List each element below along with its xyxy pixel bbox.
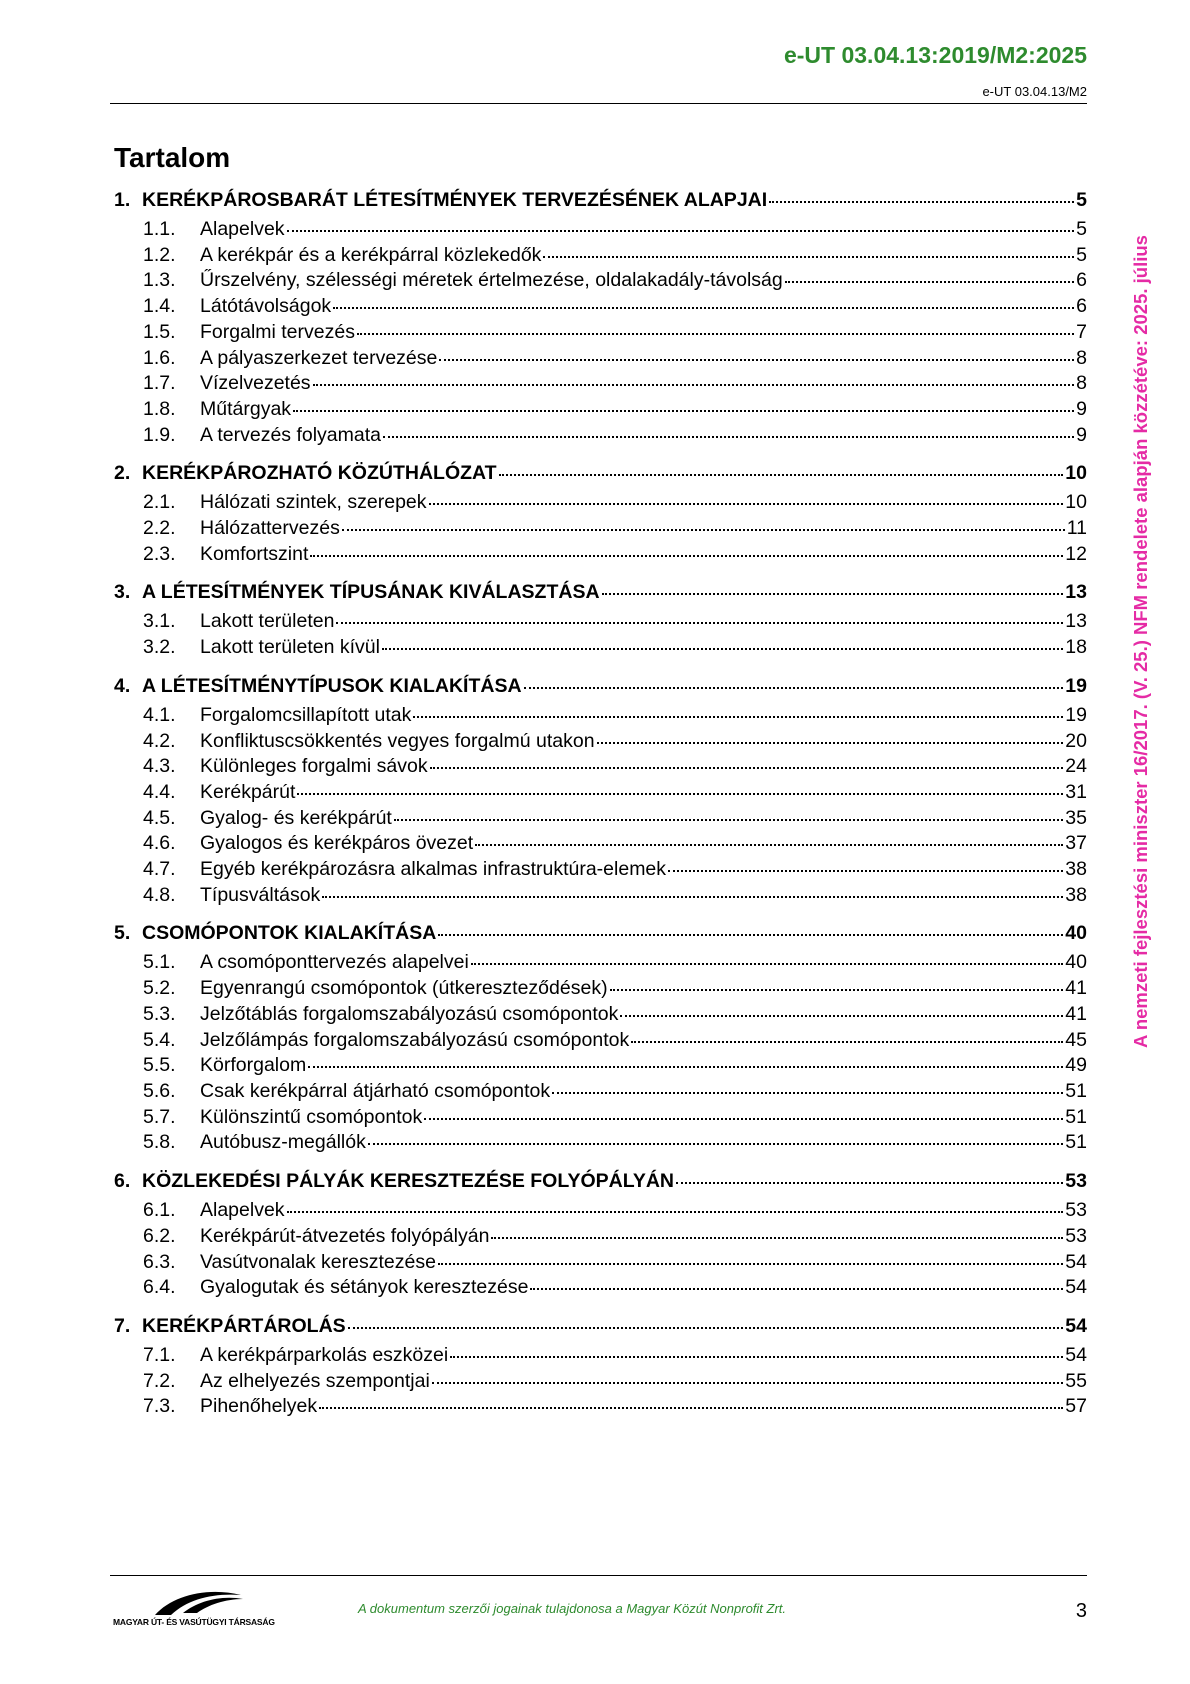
entry-number: 5.7. <box>143 1105 176 1128</box>
entry-page-number: 41 <box>1065 977 1087 1000</box>
entry-number: 1.6. <box>143 346 176 369</box>
entry-number: 3.2. <box>143 636 176 659</box>
dot-leader <box>439 357 1074 361</box>
entry-title: Különszintű csomópontok <box>200 1105 423 1128</box>
entry-title: Komfortszint <box>200 542 309 565</box>
dot-leader <box>368 1141 1063 1145</box>
entry-page-number: 19 <box>1065 674 1087 697</box>
toc-subsection-entry[interactable] <box>114 1028 1087 1054</box>
entry-number: 6.1. <box>143 1199 176 1222</box>
toc-chapter-entry[interactable] <box>114 187 1087 213</box>
dot-leader <box>602 591 1064 595</box>
entry-page-number: 53 <box>1065 1199 1087 1222</box>
dot-leader <box>336 620 1063 624</box>
entry-number: 7.2. <box>143 1369 176 1392</box>
toc-subsection-entry[interactable] <box>114 1343 1087 1369</box>
entry-number: 5.5. <box>143 1054 176 1077</box>
dot-leader <box>769 199 1074 203</box>
entry-page-number: 57 <box>1065 1395 1087 1418</box>
entry-number: 7.3. <box>143 1395 176 1418</box>
entry-number: 4.1. <box>143 703 176 726</box>
toc-subsection-entry[interactable] <box>114 423 1087 449</box>
entry-title: Pihenőhelyek <box>200 1395 318 1418</box>
entry-page-number: 12 <box>1065 542 1087 565</box>
toc-subsection-entry[interactable] <box>114 976 1087 1002</box>
dot-leader <box>432 1380 1064 1384</box>
toc-subsection-entry[interactable] <box>114 1130 1087 1156</box>
entry-title: Az elhelyezés szempontjai <box>200 1369 430 1392</box>
header-divider <box>110 103 1087 104</box>
entry-page-number: 35 <box>1065 806 1087 829</box>
toc-section <box>114 673 1087 909</box>
entry-title: Körforgalom <box>200 1054 307 1077</box>
toc-subsection-entry[interactable] <box>114 950 1087 976</box>
dot-leader <box>293 408 1074 412</box>
entry-title: Jelzőlámpás forgalomszabályozású csomópontok <box>200 1028 630 1051</box>
entry-number: 1.4. <box>143 295 176 318</box>
entry-title: A LÉTESÍTMÉNYEK TÍPUSÁNAK KIVÁLASZTÁSA <box>142 581 600 604</box>
entry-number: 1.3. <box>143 269 176 292</box>
dot-leader <box>287 228 1075 232</box>
entry-page-number: 19 <box>1065 703 1087 726</box>
entry-page-number: 38 <box>1065 858 1087 881</box>
document-code: e-UT 03.04.13:2019/M2:2025 <box>783 42 1087 68</box>
entry-title: Forgalomcsillapított utak <box>200 703 412 726</box>
entry-page-number: 31 <box>1065 780 1087 803</box>
entry-title: A pályaszerkezet tervezése <box>200 346 438 369</box>
entry-page-number: 8 <box>1076 346 1087 369</box>
entry-title: KERÉKPÁRTÁROLÁS <box>142 1314 346 1337</box>
toc-subsection-entry[interactable] <box>114 780 1087 806</box>
entry-page-number: 51 <box>1065 1079 1087 1102</box>
dot-leader <box>348 1325 1064 1329</box>
toc-subsection-entry[interactable] <box>114 703 1087 729</box>
entry-title: KERÉKPÁROSBARÁT LÉTESÍTMÉNYEK TERVEZÉSÉNEK ALAPJAI <box>142 189 768 211</box>
copyright-notice: A dokumentum szerzői jogainak tulajdonosa a Magyar Közút Nonprofit Zrt. <box>358 1601 787 1616</box>
toc-subsection-entry[interactable] <box>114 1198 1087 1224</box>
dot-leader <box>297 791 1063 795</box>
dot-leader <box>610 987 1064 991</box>
entry-number: 3.1. <box>143 610 176 633</box>
entry-number: 4.6. <box>143 832 176 855</box>
dot-leader <box>597 740 1064 744</box>
entry-title: Kerékpárút-átvezetés folyópályán <box>200 1224 490 1247</box>
toc-subsection-entry[interactable] <box>114 1079 1087 1105</box>
dot-leader <box>413 714 1063 718</box>
entry-title: Egyenrangú csomópontok (útkereszteződések) <box>200 977 608 1000</box>
toc-subsection-entry[interactable] <box>114 831 1087 857</box>
entry-number: 5.2. <box>143 977 176 1000</box>
entry-number: 4.2. <box>143 729 176 752</box>
entry-page-number: 13 <box>1065 610 1087 633</box>
dot-leader <box>552 1090 1063 1094</box>
entry-number: 4.8. <box>143 883 176 906</box>
dot-leader <box>342 527 1065 531</box>
toc-subsection-entry[interactable] <box>114 1394 1087 1420</box>
entry-number: 6. <box>114 1170 131 1193</box>
entry-number: 4.7. <box>143 858 176 881</box>
toc-chapter-entry[interactable] <box>114 920 1087 946</box>
entry-number: 4. <box>114 674 131 697</box>
entry-title: KÖZLEKEDÉSI PÁLYÁK KERESZTEZÉSE FOLYÓPÁLYÁN <box>142 1170 675 1193</box>
dot-leader <box>287 1209 1064 1213</box>
entry-title: Kerékpárút <box>200 780 296 803</box>
entry-number: 2.3. <box>143 542 176 565</box>
entry-page-number: 20 <box>1065 729 1087 752</box>
entry-page-number: 6 <box>1076 269 1087 292</box>
document-short-code: e-UT 03.04.13/M2 <box>982 84 1087 99</box>
toc-subsection-entry[interactable] <box>114 1053 1087 1079</box>
entry-page-number: 37 <box>1065 832 1087 855</box>
dot-leader <box>308 1064 1063 1068</box>
entry-number: 1.5. <box>143 320 176 343</box>
toc-subsection-entry[interactable] <box>114 729 1087 755</box>
entry-page-number: 5 <box>1076 189 1087 211</box>
entry-page-number: 10 <box>1065 462 1087 485</box>
entry-page-number: 49 <box>1065 1054 1087 1077</box>
dot-leader <box>429 501 1064 505</box>
toc-subsection-entry[interactable] <box>114 1002 1087 1028</box>
entry-page-number: 18 <box>1065 636 1087 659</box>
entry-page-number: 13 <box>1065 581 1087 604</box>
entry-title: Alapelvek <box>200 218 285 240</box>
entry-title: Alapelvek <box>200 1199 285 1222</box>
dot-leader <box>430 765 1064 769</box>
dot-leader <box>631 1039 1063 1043</box>
entry-title: Lakott területen <box>200 610 335 633</box>
organization-logo <box>113 1585 275 1627</box>
entry-number: 3. <box>114 581 131 604</box>
toc-chapter-entry[interactable] <box>114 1313 1087 1339</box>
dot-leader <box>668 868 1063 872</box>
entry-title: Hálózattervezés <box>200 517 340 540</box>
toc-subsection-entry[interactable] <box>114 754 1087 780</box>
entry-page-number: 40 <box>1065 922 1087 945</box>
entry-page-number: 11 <box>1066 517 1087 540</box>
entry-page-number: 5 <box>1076 218 1087 240</box>
entry-title: Konfliktuscsökkentés vegyes forgalmú utakon <box>200 729 595 752</box>
entry-title: Jelzőtáblás forgalomszabályozású csomópontok <box>200 1002 619 1025</box>
entry-title: Csak kerékpárral átjárható csomópontok <box>200 1079 551 1102</box>
entry-number: 7.1. <box>143 1343 176 1366</box>
dot-leader <box>471 961 1063 965</box>
toc-chapter-entry[interactable] <box>114 673 1087 699</box>
toc-subsection-entry[interactable] <box>114 609 1087 635</box>
toc-subsection-entry[interactable] <box>114 268 1087 294</box>
entry-title: Űrszelvény, szélességi méretek értelmezése, oldalakadály-távolság <box>200 269 783 292</box>
entry-page-number: 53 <box>1065 1170 1087 1193</box>
entry-title: Gyalog- és kerékpárút <box>200 806 392 829</box>
entry-page-number: 38 <box>1065 883 1087 906</box>
toc-subsection-entry[interactable] <box>114 806 1087 832</box>
dot-leader <box>383 434 1074 438</box>
entry-title: Hálózati szintek, szerepek <box>200 491 427 514</box>
toc-subsection-entry[interactable] <box>114 1224 1087 1250</box>
dot-leader <box>394 817 1063 821</box>
dot-leader <box>499 472 1064 476</box>
swoosh-logo-icon <box>113 1585 263 1619</box>
entry-title: Vízelvezetés <box>200 372 311 395</box>
toc-subsection-entry[interactable] <box>114 371 1087 397</box>
entry-page-number: 8 <box>1076 372 1087 395</box>
entry-title: A LÉTESÍTMÉNYTÍPUSOK KIALAKÍTÁSA <box>142 674 522 697</box>
entry-page-number: 54 <box>1065 1250 1087 1273</box>
dot-leader <box>322 894 1063 898</box>
entry-title: Gyalogutak és sétányok keresztezése <box>200 1276 529 1299</box>
entry-title: Autóbusz-megállók <box>200 1131 366 1154</box>
entry-number: 1.8. <box>143 397 176 420</box>
entry-page-number: 24 <box>1065 755 1087 778</box>
entry-title: Különleges forgalmi sávok <box>200 755 428 778</box>
entry-title: Lakott területen kívül <box>200 636 380 659</box>
entry-title: A kerékpárparkolás eszközei <box>200 1343 449 1366</box>
entry-page-number: 6 <box>1076 295 1087 318</box>
toc-subsection-entry[interactable] <box>114 1369 1087 1395</box>
entry-page-number: 54 <box>1065 1343 1087 1366</box>
toc-subsection-entry[interactable] <box>114 857 1087 883</box>
entry-title: A csomóponttervezés alapelvei <box>200 951 469 974</box>
entry-page-number: 40 <box>1065 951 1087 974</box>
dot-leader <box>475 842 1063 846</box>
entry-number: 5. <box>114 922 131 945</box>
publication-note: A nemzeti fejlesztési miniszter 16/2017. (V. 25.) NFM rendelete alapján közzétéve: 2025. július <box>1130 235 1151 1048</box>
dot-leader <box>524 685 1064 689</box>
dot-leader <box>450 1354 1063 1358</box>
dot-leader <box>382 646 1063 650</box>
entry-number: 2.2. <box>143 517 176 540</box>
dot-leader <box>543 254 1074 258</box>
toc-section <box>114 1313 1087 1420</box>
entry-number: 5.3. <box>143 1002 176 1025</box>
toc-subsection-entry[interactable] <box>114 217 1087 243</box>
entry-page-number: 55 <box>1065 1369 1087 1392</box>
dot-leader <box>491 1235 1063 1239</box>
toc-subsection-entry[interactable] <box>114 320 1087 346</box>
entry-title: A tervezés folyamata <box>200 423 382 446</box>
dot-leader <box>313 382 1075 386</box>
entry-title: CSOMÓPONTOK KIALAKÍTÁSA <box>142 922 437 945</box>
entry-number: 2. <box>114 462 131 485</box>
toc-subsection-entry[interactable] <box>114 490 1087 516</box>
entry-title: Gyalogos és kerékpáros övezet <box>200 832 474 855</box>
page-number: 3 <box>1075 1600 1087 1622</box>
entry-page-number: 10 <box>1065 491 1087 514</box>
entry-title: KERÉKPÁROZHATÓ KÖZÚTHÁLÓZAT <box>142 462 497 485</box>
entry-page-number: 5 <box>1076 243 1087 266</box>
entry-number: 1. <box>114 189 131 211</box>
entry-number: 4.5. <box>143 806 176 829</box>
dot-leader <box>438 932 1063 936</box>
toc-section <box>114 187 1087 448</box>
entry-number: 5.4. <box>143 1028 176 1051</box>
entry-number: 1.9. <box>143 423 176 446</box>
toc-subsection-entry[interactable] <box>114 542 1087 568</box>
entry-number: 6.3. <box>143 1250 176 1273</box>
footer-divider <box>110 1575 1087 1576</box>
toc-section <box>114 579 1087 660</box>
toc-subsection-entry[interactable] <box>114 883 1087 909</box>
entry-number: 1.1. <box>143 218 176 240</box>
toc-section <box>114 920 1087 1156</box>
toc-subsection-entry[interactable] <box>114 346 1087 372</box>
entry-page-number: 53 <box>1065 1224 1087 1247</box>
toc-section <box>114 460 1087 567</box>
entry-title: Egyéb kerékpározásra alkalmas infrastruktúra-elemek <box>200 858 667 881</box>
entry-title: Műtárgyak <box>200 397 292 420</box>
toc-subsection-entry[interactable] <box>114 294 1087 320</box>
toc-subsection-entry[interactable] <box>114 516 1087 542</box>
entry-page-number: 54 <box>1065 1276 1087 1299</box>
dot-leader <box>319 1405 1063 1409</box>
dot-leader <box>438 1261 1063 1265</box>
entry-number: 2.1. <box>143 491 176 514</box>
dot-leader <box>310 553 1063 557</box>
toc-subsection-entry[interactable] <box>114 1275 1087 1301</box>
entry-number: 4.3. <box>143 755 176 778</box>
entry-title: Típusváltások <box>200 883 321 906</box>
entry-number: 7. <box>114 1314 131 1337</box>
dot-leader <box>620 1013 1063 1017</box>
toc-chapter-entry[interactable] <box>114 460 1087 486</box>
toc-subsection-entry[interactable] <box>114 243 1087 269</box>
toc-subsection-entry[interactable] <box>114 1105 1087 1131</box>
entry-title: Vasútvonalak keresztezése <box>200 1250 436 1273</box>
entry-page-number: 9 <box>1076 423 1087 446</box>
entry-number: 1.2. <box>143 243 176 266</box>
entry-number: 5.6. <box>143 1079 176 1102</box>
entry-number: 5.8. <box>143 1131 176 1154</box>
dot-leader <box>785 279 1074 283</box>
entry-number: 6.2. <box>143 1224 176 1247</box>
toc-section <box>114 1168 1087 1301</box>
toc-chapter-entry[interactable] <box>114 579 1087 605</box>
entry-page-number: 45 <box>1065 1028 1087 1051</box>
dot-leader <box>357 331 1074 335</box>
entry-number: 5.1. <box>143 951 176 974</box>
toc-subsection-entry[interactable] <box>114 397 1087 423</box>
entry-number: 6.4. <box>143 1276 176 1299</box>
entry-page-number: 7 <box>1076 320 1087 343</box>
table-of-contents <box>114 187 1087 1432</box>
entry-page-number: 41 <box>1065 1002 1087 1025</box>
entry-title: Látótávolságok <box>200 295 332 318</box>
entry-number: 1.7. <box>143 372 176 395</box>
dot-leader <box>333 305 1074 309</box>
toc-chapter-entry[interactable] <box>114 1168 1087 1194</box>
toc-subsection-entry[interactable] <box>114 1250 1087 1276</box>
entry-title: Forgalmi tervezés <box>200 320 355 343</box>
entry-page-number: 54 <box>1065 1314 1087 1337</box>
entry-page-number: 9 <box>1076 397 1087 420</box>
toc-subsection-entry[interactable] <box>114 635 1087 661</box>
entry-number: 4.4. <box>143 780 176 803</box>
logo-text: MAGYAR ÚT- ÉS VASÚTÜGYI TÁRSASÁG <box>113 1617 275 1627</box>
dot-leader <box>676 1180 1063 1184</box>
entry-title: A kerékpár és a kerékpárral közlekedők <box>200 243 542 266</box>
dot-leader <box>530 1286 1063 1290</box>
entry-page-number: 51 <box>1065 1105 1087 1128</box>
dot-leader <box>424 1116 1063 1120</box>
entry-page-number: 51 <box>1065 1131 1087 1154</box>
toc-title: Tartalom <box>114 142 231 173</box>
